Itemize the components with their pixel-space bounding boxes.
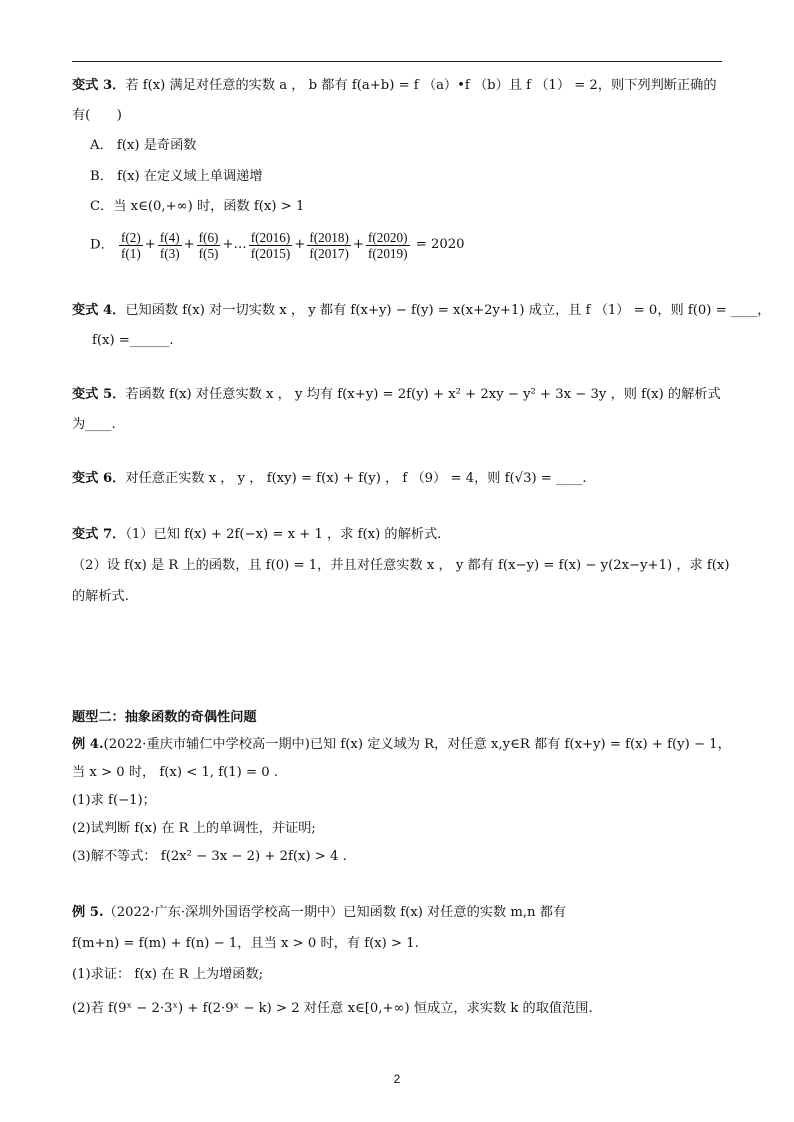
example-4-question-3: (3)解不等式： f(2x² − 3x − 2) + 2f(x) > 4 .: [72, 849, 347, 864]
fraction-numerator: f(4): [159, 229, 180, 245]
option-d-prefix: D．: [90, 237, 114, 253]
variant-7-line1: [72, 526, 441, 544]
ellipsis: +…: [222, 237, 247, 252]
fraction-denominator: f(3): [159, 245, 180, 261]
example-5-text: （2022·广东·深圳外国语学校高一期中）已知函数 f(x) 对任意的实数 m,n 都有: [103, 905, 567, 920]
fraction-numerator: f(2020): [367, 229, 408, 245]
header-rule: [72, 61, 722, 62]
variant-6-text: 对任意正实数 x ， y ， f(xy) = f(x) + f(y) ， f （9） = 4，则 f(√3) = ____.: [125, 471, 587, 486]
variant-3-option-d: D． $\frac{f(2)}{f(1)}$ + $\frac{f(4)}{f(3)}$ + $\frac{f(6)}{f(5)}$ +… $\frac{f(2016)}{f(2015)}$ + $\frac{f(2018)}{f(2017)}$ + $\frac{f(2020)}{f(2019)}$ = 2020: [90, 229, 465, 261]
fraction: [158, 230, 182, 261]
variant-3-option-a: A． f(x) 是奇函数: [90, 138, 197, 153]
example-5-label: 例 5.: [72, 905, 104, 920]
variant-7-line2: （2）设 f(x) 是 R 上的函数，且 f(0) = 1，并且对任意实数 x ， y 都有 f(x−y) = f(x) − y(2x−y+1) ，求 f(x): [72, 558, 730, 573]
option-d-result: = 2020: [415, 237, 465, 252]
fraction: [119, 230, 143, 261]
example-4-question-2: (2)试判断 f(x) 在 R 上的单调性，并证明;: [72, 821, 316, 836]
variant-7-text: （1）已知 f(x) + 2f(−x) = x + 1 ，求 f(x) 的解析式.: [125, 527, 442, 542]
example-5-line2: f(m+n) = f(m) + f(n) − 1，且当 x > 0 时，有 f(x) > 1.: [72, 936, 419, 951]
example-5-line1: [72, 904, 566, 922]
fraction-denominator: f(1): [120, 245, 141, 261]
fraction-numerator: f(2016): [250, 229, 291, 245]
example-4-line1: [72, 736, 731, 754]
variant-7-label: 变式 7．: [72, 527, 126, 542]
example-4-text: (2022·重庆市辅仁中学校高一期中)已知 f(x) 定义域为 R，对任意 x,y∈R 都有 f(x+y) = f(x) + f(y) − 1，: [103, 737, 731, 752]
section-2-title: 题型二：抽象函数的奇偶性问题: [72, 710, 257, 725]
variant-3-line2: 有( ): [72, 108, 122, 123]
variant-3-option-b: B． f(x) 在定义域上单调递增: [90, 169, 263, 184]
variant-3-label: 变式 3．: [72, 78, 126, 93]
fraction: [307, 230, 351, 261]
variant-4-line2: f(x) =______.: [92, 333, 174, 348]
variant-3-line1: [72, 77, 717, 95]
variant-5-label: 变式 5．: [72, 387, 126, 402]
variant-4-text: 已知函数 f(x) 对一切实数 x ， y 都有 f(x+y) − f(y) = x(x+2y+1) 成立，且 f （1） = 0，则 f(0) = ____，: [125, 303, 771, 318]
example-5-question-2: (2)若 f(9ˣ − 2·3ˣ) + f(2·9ˣ − k) > 2 对任意 x∈[0,+∞) 恒成立，求实数 k 的取值范围.: [72, 1001, 593, 1016]
fraction-denominator: f(5): [198, 245, 219, 261]
variant-6-line1: [72, 470, 587, 488]
example-5-question-1: (1)求证： f(x) 在 R 上为增函数;: [72, 967, 264, 982]
variant-3-option-c: C．当 x∈(0,+∞) 时，函数 f(x) > 1: [90, 199, 305, 214]
fraction-denominator: f(2017): [309, 245, 349, 261]
fraction-numerator: f(6): [198, 229, 219, 245]
variant-5-line2: 为____.: [72, 417, 116, 432]
variant-7-line3: 的解析式.: [72, 589, 129, 604]
variant-3-text: 若 f(x) 满足对任意的实数 a ， b 都有 f(a+b) = f （a）•f （b）且 f （1） = 2，则下列判断正确的: [125, 78, 717, 93]
page-number: 2: [393, 1072, 401, 1086]
example-4-line2: 当 x > 0 时， f(x) < 1, f(1) = 0 .: [72, 765, 278, 780]
fraction-denominator: f(2015): [250, 245, 291, 261]
example-4-label: 例 4.: [72, 737, 104, 752]
fraction: [366, 230, 410, 261]
fraction-numerator: f(2): [120, 229, 141, 245]
fraction: [249, 230, 293, 261]
variant-4-label: 变式 4．: [72, 303, 126, 318]
fraction-numerator: f(2018): [309, 229, 349, 245]
fraction: [197, 230, 221, 261]
variant-5-line1: [72, 386, 721, 404]
fraction-denominator: f(2019): [367, 245, 408, 261]
variant-5-text: 若函数 f(x) 对任意实数 x ， y 均有 f(x+y) = 2f(y) + x² + 2xy − y² + 3x − 3y ，则 f(x) 的解析式: [125, 387, 721, 402]
variant-4-line1: [72, 302, 770, 320]
variant-6-label: 变式 6．: [72, 471, 126, 486]
example-4-question-1: (1)求 f(−1)；: [72, 793, 156, 808]
